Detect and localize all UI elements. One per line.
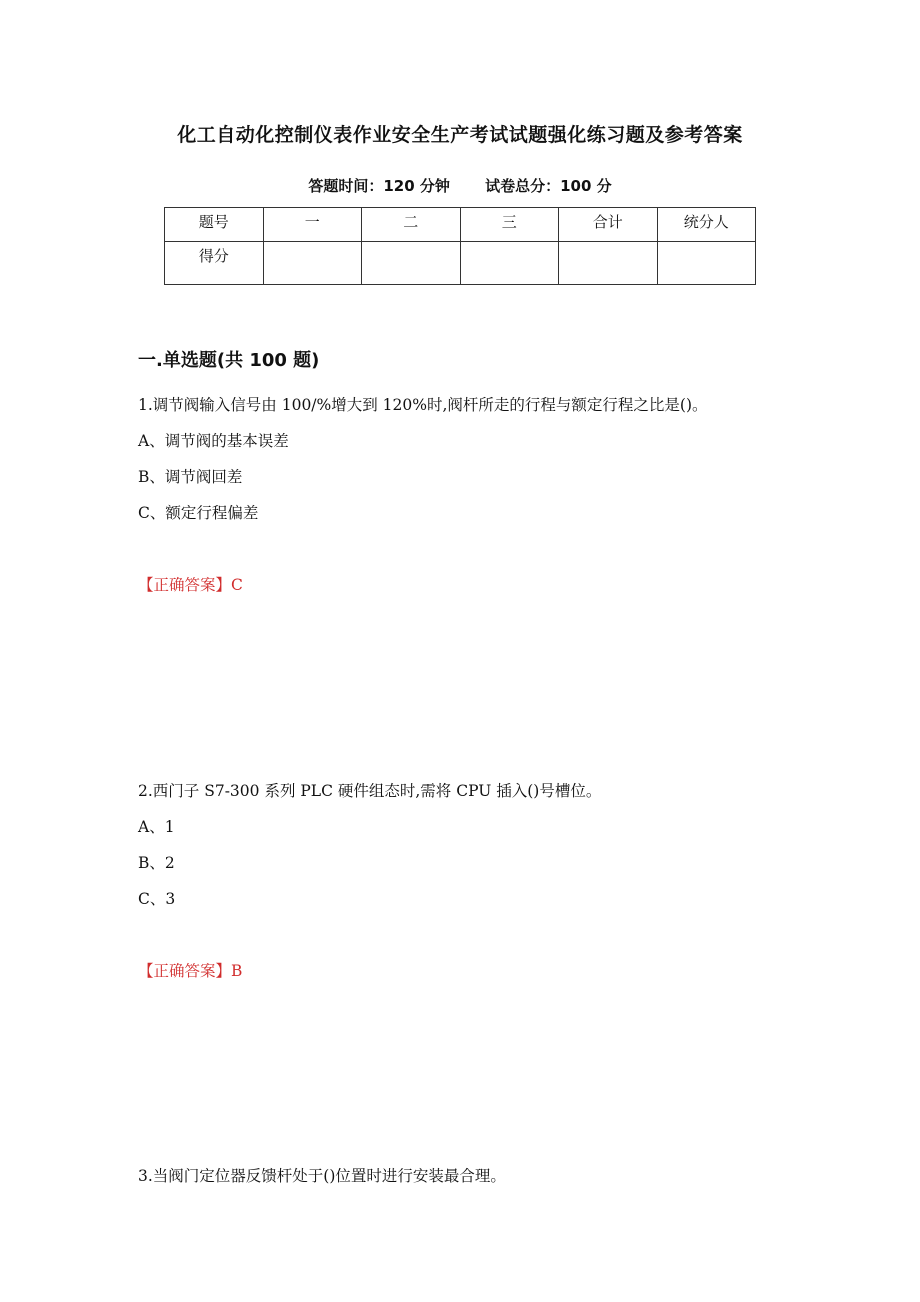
score-cell-empty	[263, 242, 362, 285]
question-option: C、3	[138, 890, 176, 908]
exam-total-score: 试卷总分：100 分	[485, 177, 612, 195]
correct-answer-label: 【正确答案】	[138, 962, 232, 980]
correct-answer	[138, 959, 242, 981]
correct-answer	[138, 573, 243, 595]
correct-answer-label: 【正确答案】	[138, 576, 232, 594]
score-table	[164, 207, 756, 285]
question-option: A、1	[138, 818, 175, 836]
question-option: B、2	[138, 854, 175, 872]
score-cell-empty	[657, 242, 756, 285]
score-table-header-row	[165, 208, 756, 242]
document-title: 化工自动化控制仪表作业安全生产考试试题强化练习题及参考答案	[177, 124, 743, 146]
score-row-label: 得分	[165, 242, 264, 285]
score-header-cell: 三	[460, 208, 559, 242]
score-header-cell: 统分人	[657, 208, 756, 242]
exam-time: 答题时间：120 分钟	[308, 177, 450, 195]
score-header-cell: 二	[362, 208, 461, 242]
correct-answer-value: B	[231, 962, 243, 980]
question-option: C、额定行程偏差	[138, 504, 259, 522]
exam-meta	[0, 175, 920, 196]
question-option: A、调节阀的基本误差	[138, 432, 289, 450]
correct-answer-value: C	[231, 576, 243, 594]
question-option: B、调节阀回差	[138, 468, 243, 486]
score-cell-empty	[460, 242, 559, 285]
score-cell-empty	[362, 242, 461, 285]
section-heading: 一.单选题(共 100 题)	[138, 350, 320, 371]
question-stem: 3.当阀门定位器反馈杆处于()位置时进行安装最合理。	[138, 1167, 506, 1185]
score-cell-empty	[559, 242, 658, 285]
question-stem: 2.西门子 S7-300 系列 PLC 硬件组态时,需将 CPU 插入()号槽位。	[138, 782, 602, 800]
question-stem: 1.调节阀输入信号由 100/%增大到 120%时,阀杆所走的行程与额定行程之比是()。	[138, 396, 708, 414]
score-table-score-row	[165, 242, 756, 285]
score-header-cell: 合计	[559, 208, 658, 242]
score-header-cell: 一	[263, 208, 362, 242]
score-header-cell: 题号	[165, 208, 264, 242]
